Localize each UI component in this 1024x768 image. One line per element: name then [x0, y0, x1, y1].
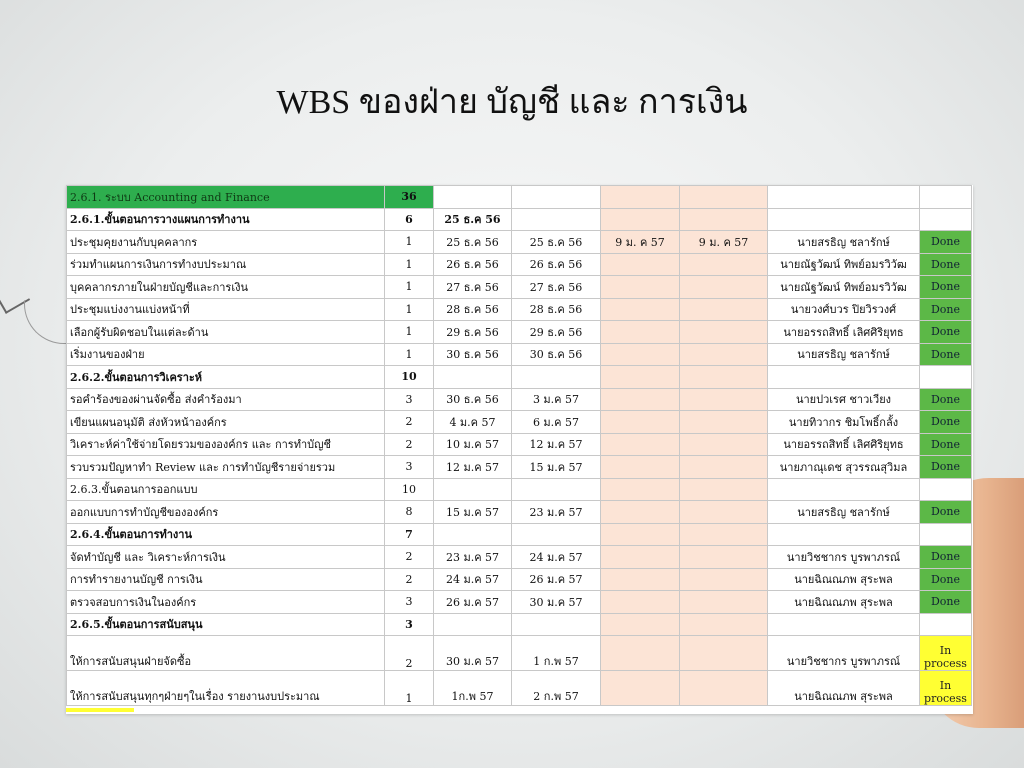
table-row — [67, 208, 972, 231]
table-row — [67, 411, 972, 434]
status-cell: Done — [920, 501, 972, 524]
actual-end-cell: 9 ม. ค 57 — [680, 231, 768, 254]
duration-cell: 1 — [385, 298, 434, 321]
actual-end-cell — [680, 456, 768, 479]
duration-cell: 3 — [385, 388, 434, 411]
status-cell — [920, 208, 972, 231]
duration-cell: 36 — [385, 186, 434, 209]
task-cell: ประชุมคุยงานกับบุคคลากร — [67, 231, 385, 254]
task-cell: รวบรวมปัญหาทำ Review และ การทำบัญชีรายจ่ายรวม — [67, 456, 385, 479]
status-cell — [920, 186, 972, 209]
end-date-cell — [512, 208, 601, 231]
task-cell: ประชุมแบ่งงานแบ่งหน้าที่ — [67, 298, 385, 321]
duration-cell: 2 — [385, 411, 434, 434]
actual-start-cell: 9 ม. ค 57 — [601, 231, 680, 254]
responsible-cell: นายวงศ์บวร ปิยวิรวงศ์ — [768, 298, 920, 321]
actual-start-cell — [601, 591, 680, 614]
status-cell — [920, 523, 972, 546]
task-cell: รอคำร้องของผ่านจัดซื้อ ส่งคำร้องมา — [67, 388, 385, 411]
actual-start-cell — [601, 253, 680, 276]
status-cell — [920, 613, 972, 636]
actual-start-cell — [601, 456, 680, 479]
actual-end-cell — [680, 568, 768, 591]
task-cell: จัดทำบัญชี และ วิเคราะห์การเงิน — [67, 546, 385, 569]
responsible-cell — [768, 208, 920, 231]
actual-end-cell — [680, 276, 768, 299]
end-date-cell: 27 ธ.ค 56 — [512, 276, 601, 299]
actual-end-cell — [680, 208, 768, 231]
actual-start-cell — [601, 613, 680, 636]
actual-end-cell — [680, 411, 768, 434]
start-date-cell: 30 ธ.ค 56 — [434, 388, 512, 411]
duration-cell: 3 — [385, 591, 434, 614]
actual-start-cell — [601, 321, 680, 344]
status-cell: In process — [920, 636, 972, 671]
start-date-cell: 25 ธ.ค 56 — [434, 208, 512, 231]
responsible-cell: นายอรรถสิทธิ์ เลิศศิริยุทธ — [768, 321, 920, 344]
table-row — [67, 523, 972, 546]
actual-start-cell — [601, 276, 680, 299]
actual-start-cell — [601, 298, 680, 321]
end-date-cell: 3 ม.ค 57 — [512, 388, 601, 411]
table-row — [67, 671, 972, 706]
task-cell: ให้การสนับสนุนฝ่ายจัดซื้อ — [67, 636, 385, 671]
status-cell: Done — [920, 253, 972, 276]
responsible-cell: นายสรธิญ ชลารักษ์ — [768, 231, 920, 254]
actual-start-cell — [601, 208, 680, 231]
actual-start-cell — [601, 388, 680, 411]
start-date-cell: 29 ธ.ค 56 — [434, 321, 512, 344]
table-row — [67, 568, 972, 591]
wbs-spreadsheet — [66, 185, 973, 714]
actual-end-cell — [680, 591, 768, 614]
table-row — [67, 366, 972, 389]
responsible-cell: นายสรธิญ ชลารักษ์ — [768, 343, 920, 366]
responsible-cell: นายทิวากร ชิมโพธิ์กลั้ง — [768, 411, 920, 434]
status-cell: In process — [920, 671, 972, 706]
yellow-strip-decoration — [66, 708, 134, 712]
table-row — [67, 253, 972, 276]
table-row — [67, 478, 972, 501]
status-cell: Done — [920, 388, 972, 411]
end-date-cell: 26 ธ.ค 56 — [512, 253, 601, 276]
duration-cell: 2 — [385, 636, 434, 671]
status-cell: Done — [920, 276, 972, 299]
actual-end-cell — [680, 366, 768, 389]
actual-end-cell — [680, 613, 768, 636]
table-row — [67, 186, 972, 209]
task-cell: เขียนแผนอนุมัติ ส่งหัวหน้าองค์กร — [67, 411, 385, 434]
start-date-cell: 30 ม.ค 57 — [434, 636, 512, 671]
duration-cell: 10 — [385, 366, 434, 389]
responsible-cell: นายณัฐวัฒน์ ทิพย์อมรวิวัฒ — [768, 253, 920, 276]
responsible-cell: นายฉิณณภพ สุระพล — [768, 671, 920, 706]
status-cell: Done — [920, 591, 972, 614]
duration-cell: 2 — [385, 433, 434, 456]
actual-start-cell — [601, 433, 680, 456]
actual-start-cell — [601, 366, 680, 389]
start-date-cell: 10 ม.ค 57 — [434, 433, 512, 456]
end-date-cell: 1 ก.พ 57 — [512, 636, 601, 671]
start-date-cell: 1ก.พ 57 — [434, 671, 512, 706]
task-cell: 2.6.3.ขั้นตอนการออกแบบ — [67, 478, 385, 501]
responsible-cell: นายสรธิญ ชลารักษ์ — [768, 501, 920, 524]
status-cell: Done — [920, 411, 972, 434]
end-date-cell: 25 ธ.ค 56 — [512, 231, 601, 254]
responsible-cell: นายฉิณณภพ สุระพล — [768, 591, 920, 614]
responsible-cell — [768, 523, 920, 546]
responsible-cell: นายภาณุเดช สุวรรณสุวิมล — [768, 456, 920, 479]
duration-cell: 8 — [385, 501, 434, 524]
actual-start-cell — [601, 671, 680, 706]
status-cell: Done — [920, 456, 972, 479]
table-row — [67, 388, 972, 411]
end-date-cell — [512, 366, 601, 389]
actual-start-cell — [601, 523, 680, 546]
actual-end-cell — [680, 321, 768, 344]
table-row — [67, 636, 972, 671]
table-row — [67, 321, 972, 344]
responsible-cell: นายฉิณณภพ สุระพล — [768, 568, 920, 591]
wbs-table — [66, 185, 972, 706]
actual-start-cell — [601, 546, 680, 569]
end-date-cell — [512, 613, 601, 636]
actual-end-cell — [680, 523, 768, 546]
end-date-cell: 26 ม.ค 57 — [512, 568, 601, 591]
start-date-cell — [434, 186, 512, 209]
end-date-cell — [512, 523, 601, 546]
end-date-cell — [512, 186, 601, 209]
responsible-cell: นายอรรถสิทธิ์ เลิศศิริยุทธ — [768, 433, 920, 456]
actual-end-cell — [680, 501, 768, 524]
task-cell: 2.6.4.ขั้นตอนการทำงาน — [67, 523, 385, 546]
table-row — [67, 613, 972, 636]
status-cell: Done — [920, 568, 972, 591]
task-cell: การทำรายงานบัญชี การเงิน — [67, 568, 385, 591]
end-date-cell: 2 ก.พ 57 — [512, 671, 601, 706]
actual-end-cell — [680, 388, 768, 411]
status-cell: Done — [920, 343, 972, 366]
start-date-cell: 15 ม.ค 57 — [434, 501, 512, 524]
task-cell: 2.6.2.ขั้นตอนการวิเคราะห์ — [67, 366, 385, 389]
actual-start-cell — [601, 478, 680, 501]
start-date-cell: 12 ม.ค 57 — [434, 456, 512, 479]
task-cell: 2.6.5.ขั้นตอนการสนับสนุน — [67, 613, 385, 636]
actual-start-cell — [601, 501, 680, 524]
status-cell: Done — [920, 433, 972, 456]
actual-end-cell — [680, 298, 768, 321]
actual-end-cell — [680, 636, 768, 671]
duration-cell: 1 — [385, 343, 434, 366]
status-cell: Done — [920, 321, 972, 344]
start-date-cell: 23 ม.ค 57 — [434, 546, 512, 569]
start-date-cell — [434, 613, 512, 636]
task-cell: ให้การสนับสนุนทุกๆฝ่ายๆในเรื่อง รายงานงบประมาณ — [67, 671, 385, 706]
table-row — [67, 231, 972, 254]
responsible-cell: นายวิชชากร บูรพาภรณ์ — [768, 636, 920, 671]
end-date-cell: 12 ม.ค 57 — [512, 433, 601, 456]
start-date-cell — [434, 478, 512, 501]
responsible-cell — [768, 186, 920, 209]
duration-cell: 1 — [385, 253, 434, 276]
start-date-cell: 4 ม.ค 57 — [434, 411, 512, 434]
duration-cell: 1 — [385, 231, 434, 254]
task-cell: ตรวจสอบการเงินในองค์กร — [67, 591, 385, 614]
table-row — [67, 456, 972, 479]
task-cell: 2.6.1.ขั้นตอนการวางแผนการทำงาน — [67, 208, 385, 231]
task-cell: เริ่มงานของฝ่าย — [67, 343, 385, 366]
duration-cell: 1 — [385, 321, 434, 344]
actual-end-cell — [680, 671, 768, 706]
end-date-cell — [512, 478, 601, 501]
responsible-cell — [768, 366, 920, 389]
actual-start-cell — [601, 568, 680, 591]
end-date-cell: 15 ม.ค 57 — [512, 456, 601, 479]
responsible-cell — [768, 478, 920, 501]
table-row — [67, 298, 972, 321]
start-date-cell: 30 ธ.ค 56 — [434, 343, 512, 366]
duration-cell: 6 — [385, 208, 434, 231]
status-cell — [920, 366, 972, 389]
status-cell — [920, 478, 972, 501]
table-row — [67, 546, 972, 569]
task-cell: ร่วมทำแผนการเงินการทำงบประมาณ — [67, 253, 385, 276]
actual-start-cell — [601, 411, 680, 434]
task-cell: บุคคลากรภายในฝ่ายบัญชีและการเงิน — [67, 276, 385, 299]
start-date-cell: 26 ม.ค 57 — [434, 591, 512, 614]
end-date-cell: 30 ม.ค 57 — [512, 591, 601, 614]
responsible-cell: นายวิชชากร บูรพาภรณ์ — [768, 546, 920, 569]
start-date-cell: 26 ธ.ค 56 — [434, 253, 512, 276]
responsible-cell — [768, 613, 920, 636]
responsible-cell: นายณัฐวัฒน์ ทิพย์อมรวิวัฒ — [768, 276, 920, 299]
table-row — [67, 276, 972, 299]
actual-start-cell — [601, 636, 680, 671]
end-date-cell: 30 ธ.ค 56 — [512, 343, 601, 366]
actual-end-cell — [680, 546, 768, 569]
start-date-cell — [434, 523, 512, 546]
duration-cell: 10 — [385, 478, 434, 501]
actual-end-cell — [680, 253, 768, 276]
table-row — [67, 343, 972, 366]
start-date-cell: 27 ธ.ค 56 — [434, 276, 512, 299]
actual-end-cell — [680, 433, 768, 456]
end-date-cell: 6 ม.ค 57 — [512, 411, 601, 434]
actual-end-cell — [680, 478, 768, 501]
duration-cell: 1 — [385, 671, 434, 706]
start-date-cell: 24 ม.ค 57 — [434, 568, 512, 591]
duration-cell: 7 — [385, 523, 434, 546]
task-cell: เลือกผู้รับผิดชอบในแต่ละด้าน — [67, 321, 385, 344]
table-row — [67, 501, 972, 524]
status-cell: Done — [920, 231, 972, 254]
duration-cell: 3 — [385, 456, 434, 479]
task-cell: วิเคราะห์ค่าใช้จ่ายโดยรวมขององค์กร และ การทำบัญชี — [67, 433, 385, 456]
duration-cell: 1 — [385, 276, 434, 299]
start-date-cell — [434, 366, 512, 389]
status-cell: Done — [920, 546, 972, 569]
task-cell: ออกแบบการทำบัญชีขององค์กร — [67, 501, 385, 524]
page-title: WBS ของฝ่าย บัญชี และ การเงิน — [276, 84, 748, 121]
task-cell: 2.6.1. ระบบ Accounting and Finance — [67, 186, 385, 209]
actual-start-cell — [601, 186, 680, 209]
end-date-cell: 28 ธ.ค 56 — [512, 298, 601, 321]
table-row — [67, 591, 972, 614]
actual-end-cell — [680, 343, 768, 366]
duration-cell: 2 — [385, 568, 434, 591]
duration-cell: 3 — [385, 613, 434, 636]
status-cell: Done — [920, 298, 972, 321]
actual-end-cell — [680, 186, 768, 209]
actual-start-cell — [601, 343, 680, 366]
end-date-cell: 24 ม.ค 57 — [512, 546, 601, 569]
responsible-cell: นายปวเรศ ชาวเวียง — [768, 388, 920, 411]
table-row — [67, 433, 972, 456]
start-date-cell: 25 ธ.ค 56 — [434, 231, 512, 254]
duration-cell: 2 — [385, 546, 434, 569]
end-date-cell: 29 ธ.ค 56 — [512, 321, 601, 344]
end-date-cell: 23 ม.ค 57 — [512, 501, 601, 524]
start-date-cell: 28 ธ.ค 56 — [434, 298, 512, 321]
